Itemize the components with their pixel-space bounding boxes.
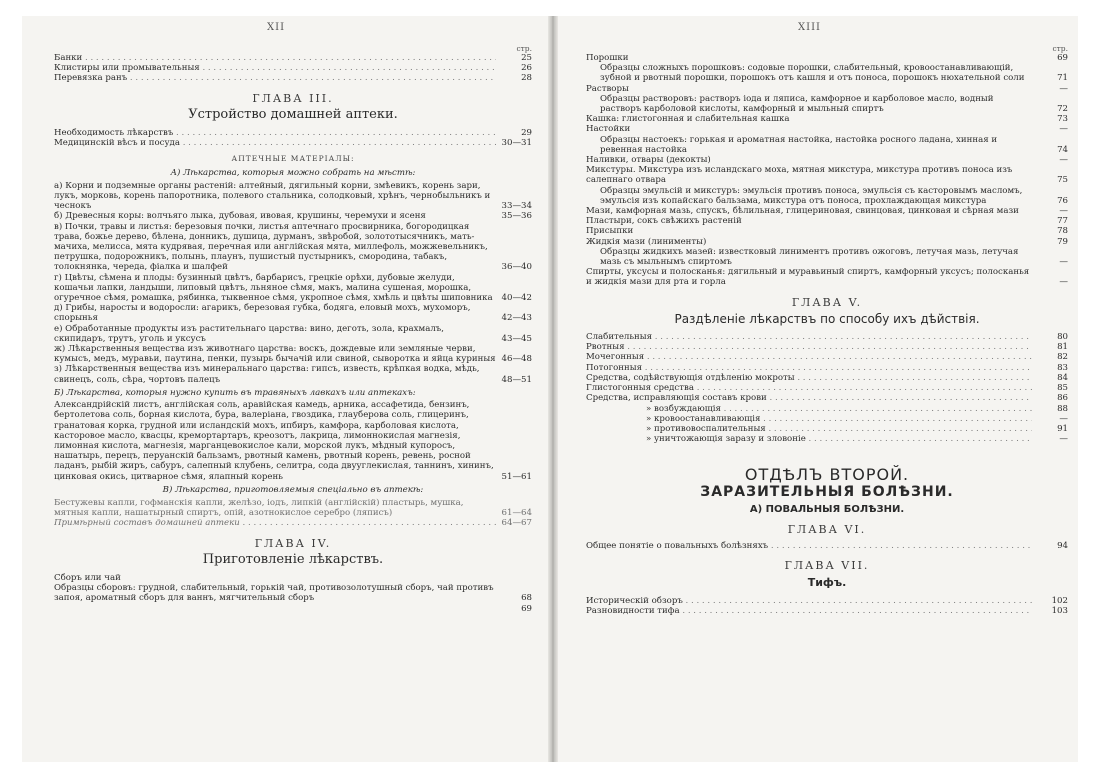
section-heading-c: В) Лѣкарства, приготовляемыя спеціально въ аптекѣ: <box>162 484 424 495</box>
toc-entry-text: » кровоостанавливающія . . . <box>646 414 1032 424</box>
toc-entry <box>54 181 532 212</box>
toc-entry-page: 88 <box>1057 403 1068 414</box>
toc-entry-page: 91 <box>1057 423 1068 434</box>
toc-entry-text: Слабительныя . . . <box>586 332 1032 342</box>
toc-entry <box>586 541 1068 551</box>
chapter-entries <box>586 332 1068 444</box>
toc-entry <box>586 434 1068 444</box>
toc-entry-text: Потогонныя . . . <box>586 363 1032 373</box>
toc-entry <box>54 344 532 364</box>
chapter-heading: ГЛАВА VII. <box>784 559 870 573</box>
toc-entry-text: Необходимость лѣкарствъ . . . <box>54 128 496 138</box>
toc-entry-text: » противовоспалительныя . . . <box>646 424 1032 434</box>
toc-entry-page: 74 <box>1057 144 1068 155</box>
toc-entry-page: 36—40 <box>501 262 532 273</box>
section-heading-b: Б) Лѣкарства, которыя нужно купить въ травяныхъ лавкахъ или аптекахъ: <box>54 387 416 398</box>
toc-entry <box>586 363 1068 373</box>
toc-entry-page: 82 <box>1057 352 1068 363</box>
toc-entry-text: Историческій обзоръ . . . <box>586 596 1032 606</box>
toc-entry-text: ж) Лѣкарственныя вещества изъ животнаго царства: воскъ, дождевые или земляные черви, кумысъ, медъ, муравьи, паутина, пенки, пузырь бычачій или свиной, сыворотка и яйца куриныя <box>54 344 496 365</box>
right-page <box>558 16 1078 762</box>
chapter-heading: ГЛАВА VI. <box>787 522 867 536</box>
toc-entry-text: Образцы сборовъ: грудной, слабительный, горькій чай, противозолотушный сборъ, чай противъ запоя, ароматный сборъ для ваннъ, мягчительный сборъ <box>54 583 494 604</box>
toc-entry-text: Глистогонныя средства . . . <box>586 383 1032 393</box>
chapter-heading: ГЛАВА III. <box>252 91 334 105</box>
toc-entry-page: 76 <box>1057 195 1068 206</box>
toc-entry-text: Разновидности тифа . . . <box>586 606 1032 616</box>
part-title: ОТДѢЛЪ ВТОРОЙ. <box>744 465 910 485</box>
toc-entry-text: г) Цвѣты, сѣмена и плоды: бузинный цвѣтъ, барбарисъ, грецкіе орѣхи, дубовые желуди, кошачьи лапки, ландыши, липовый цвѣтъ, льняное сѣмя, макъ, малина сушеная, морошка, огуречное сѣмя, ромашка, рябинка, тыквенное сѣмя, укропное сѣмя, хмѣль и цвѣты шиповника <box>54 272 493 304</box>
toc-entry-page: 26 <box>521 63 532 74</box>
toc-entry-text: Образцы растворовъ: растворъ іода и ляписа, камфорное и карболовое масло, водный растворъ карболовой кислоты, камфорный и мыльный спиртъ <box>600 93 994 115</box>
toc-entry-page: 103 <box>1051 605 1068 616</box>
toc-entry-page: 48—51 <box>501 374 532 385</box>
toc-entry-page: — <box>1059 277 1068 288</box>
toc-entry <box>54 211 532 221</box>
toc-entry-page: — <box>1059 206 1068 217</box>
toc-entry-text: » возбуждающія . . . <box>646 404 1032 414</box>
toc-entry-page: 43—45 <box>501 333 532 344</box>
toc-entry <box>586 206 1068 216</box>
toc-entry-page: 102 <box>1051 595 1068 606</box>
materials-item-c: Бестужевы капли, гофманскія капли, желѣзо, іодъ, липкій (англійскій) пластырь, мушка, мятныя капли, нашатырный спиртъ, опій, азотнокислое серебро (ляписъ) 61—64 <box>54 497 532 519</box>
right-page-number: XIII <box>798 22 821 33</box>
toc-entry-page: 78 <box>1057 226 1068 237</box>
toc-entry-page: 30—31 <box>501 138 532 149</box>
toc-entry <box>586 63 1068 83</box>
page-column-label: стр. <box>516 44 532 53</box>
toc-entry <box>586 155 1068 165</box>
chapter-title: Устройство домашней аптеки. <box>188 106 398 122</box>
toc-entry-page: 75 <box>1057 175 1068 186</box>
left-page-content <box>54 44 532 614</box>
toc-entry <box>54 222 532 273</box>
sample-kit-entry: Примѣрный составъ домашней аптеки . . . 64—67 <box>54 518 532 528</box>
chapter-heading: ГЛАВА V. <box>791 295 863 309</box>
toc-entry-text: а) Корни и подземные органы растеній: алтейный, дягильный корни, змѣевикъ, корень зари, лукъ, морковь, корень папоротника, полевого стальника, солодковый, хрѣнъ, чернобыльникъ и чеснокъ <box>54 180 491 212</box>
toc-entry-text: Банки . . . <box>54 53 496 63</box>
toc-entry-page: — <box>1059 434 1068 445</box>
toc-entry-page: — <box>1059 155 1068 166</box>
chapter-entries <box>586 596 1068 616</box>
toc-entry <box>586 84 1068 94</box>
toc-entry <box>586 226 1068 236</box>
chapter-entries <box>586 53 1068 288</box>
toc-entry-page: 86 <box>1057 393 1068 404</box>
toc-entry-text: Жидкія мази (линименты) <box>586 236 707 247</box>
chapter-entries <box>586 541 1068 551</box>
right-page-content <box>586 44 1068 616</box>
toc-entry <box>586 216 1068 226</box>
toc-entry <box>586 393 1068 403</box>
toc-entry <box>586 404 1068 414</box>
toc-entry-page: 77 <box>1057 216 1068 227</box>
toc-entry-text: Средства, содѣйствующія отдѣленію мокроты . . . <box>586 373 1032 383</box>
toc-entry-page: 35—36 <box>501 211 532 222</box>
toc-entry-text: Микстуры. Микстура изъ исландскаго моха, мятная микстура, микстура противъ поноса изъ салепнаго отвара <box>586 165 1013 186</box>
toc-entry-page: 33—34 <box>501 201 532 212</box>
materials-list-a <box>54 181 532 385</box>
toc-entry-page: 25 <box>521 53 532 63</box>
toc-entry-page: 69 <box>1057 53 1068 63</box>
toc-entry <box>54 138 532 148</box>
toc-entry-text: Образцы эмульсій и микстуръ: эмульсія противъ поноса, эмульсія съ касторовымъ масломъ, эмульсія изъ копайскаго бальзама, микстура отъ поноса, прохлаждающая микстура <box>600 185 1023 206</box>
toc-entry <box>586 267 1068 287</box>
toc-entry-text: б) Древесныя коры: волчьяго лыка, дубовая, ивовая, крушины, черемухи и ясеня <box>54 211 426 222</box>
toc-entry-text: Мази, камфорная мазь, спускъ, бѣлильная, глицериновая, свинцовая, цинковая и сѣрная мази <box>586 206 1019 217</box>
toc-entry-text: Общее понятіе о повальныхъ болѣзняхъ . . . <box>586 541 1032 551</box>
toc-entry-text: е) Обработанные продукты изъ растительнаго царства: вино, деготь, зола, крахмалъ, скипидаръ, трутъ, уголь и уксусъ <box>54 323 444 344</box>
toc-entry-page: 29 <box>521 128 532 139</box>
top-entries <box>54 53 532 84</box>
toc-entry-page: 28 <box>521 73 532 84</box>
toc-entry-text: Пластыри, сокъ свѣжихъ растеній <box>586 216 742 227</box>
toc-entry <box>586 606 1068 616</box>
toc-entry-text: Присыпки <box>586 226 634 237</box>
toc-entry-page: 69 <box>521 603 532 614</box>
section-heading-a: А) Лѣкарства, которыя можно собрать на мѣстѣ: <box>170 167 416 178</box>
toc-entry <box>54 273 532 304</box>
toc-entry-text: Порошки <box>586 53 629 63</box>
chapter-title: Раздѣленіе лѣкарствъ по способу ихъ дѣйствія. <box>674 311 980 326</box>
toc-entry-text: д) Грибы, наросты и водоросли: агарикъ, березовая губка, бодяга, еловый мохъ, мухоморъ, спорынья <box>54 303 471 324</box>
chapter-title: Тифъ. <box>807 575 847 589</box>
left-page <box>22 16 548 762</box>
toc-entry-page: 81 <box>1057 342 1068 353</box>
materials-item-b: Александрійскій листъ, англійская соль, аравійская камедь, арника, ассафетида, бензинъ, бертолетова соль, борная кислота, бура, валеріана, гвоздика, глауберова соль, глицеринъ, гранатовая корка, грудной или исландскій мохъ, ипбиръ, камфора, карболовая кислота, касторовое масло, квасцы, кремортартаръ, креозотъ, лакрица, лимоннокислая магнезія, лимонная кислота, магнезія, марганцевокислое кали, морской лукъ, мѣдный купоросъ, нашатырь, перецъ, перуанскій бальзамъ, рвотный камень, рвотный корень, ревень, росной ладанъ, рыбій жиръ, сабуръ, салепный клубень, селитра, сода двууглекислая, таннинъ, хининъ, цинковая окись, цитварное сѣмя, ялапный корень 51—61 <box>54 400 532 482</box>
toc-entry <box>54 364 532 384</box>
toc-entry-text: Средства, исправляющія составъ крови . . . <box>586 393 1032 403</box>
toc-entry-page: 79 <box>1057 236 1068 247</box>
book-gutter <box>548 16 558 762</box>
toc-entry <box>586 186 1068 206</box>
book-spread <box>22 16 1078 762</box>
toc-entry-page: — <box>1059 83 1068 94</box>
toc-entry-text: Рвотныя . . . <box>586 342 1032 352</box>
toc-entry-page: 42—43 <box>501 313 532 324</box>
toc-entry <box>586 124 1068 134</box>
part-section: А) ПОВАЛЬНЫЯ БОЛѢЗНИ. <box>749 503 905 515</box>
toc-entry-text: Наливки, отвары (декокты) <box>586 155 711 166</box>
toc-entry-page: — <box>1059 124 1068 135</box>
toc-entry <box>586 165 1068 185</box>
toc-entry <box>54 53 532 63</box>
toc-entry-page: 68 <box>521 593 532 604</box>
toc-entry <box>586 114 1068 124</box>
toc-entry-text: Клистиры или промывательныя . . . <box>54 63 496 73</box>
toc-entry-page: 84 <box>1057 372 1068 383</box>
toc-entry <box>586 424 1068 434</box>
chapter-entries <box>54 573 532 614</box>
toc-entry <box>586 247 1068 267</box>
toc-entry-page: 72 <box>1057 104 1068 115</box>
toc-entry-page: 83 <box>1057 362 1068 373</box>
toc-entry <box>54 73 532 83</box>
toc-entry <box>586 596 1068 606</box>
toc-entry <box>586 94 1068 114</box>
toc-entry-text: Мочегонныя . . . <box>586 352 1032 362</box>
toc-entry-text: Перевязка ранъ . . . <box>54 73 496 83</box>
toc-entry-page: 73 <box>1057 114 1068 125</box>
toc-entry-page: 71 <box>1057 73 1068 84</box>
toc-entry <box>54 128 532 138</box>
toc-entry-page: 40—42 <box>501 293 532 304</box>
chapter-entries <box>54 128 532 148</box>
toc-entry <box>54 583 532 603</box>
toc-entry <box>54 573 532 583</box>
toc-entry-text: в) Почки, травы и листья: березовыя почки, листья аптечнаго просвирника, богородицкая трава, божье дерево, бѣлена, донникъ, душица, дурманъ, звѣробой, золототысячникъ, мать-мачиха, мелисса, мята кудрявая, перечная или англійская мята, миллефоль, можжевельникъ, петрушка, подорожникъ, полынь, плаунъ, пушистый пустырникъ, смородина, табакъ, толокнянка, череда, фіалка и шалфей <box>54 221 488 273</box>
materials-heading: АПТЕЧНЫЕ МАТЕРІАЛЫ: <box>231 154 355 164</box>
toc-entry <box>586 352 1068 362</box>
toc-entry-page: — <box>1059 257 1068 268</box>
toc-entry-text: Медицинскій вѣсъ и посуда . . . <box>54 138 496 148</box>
toc-entry <box>586 383 1068 393</box>
toc-entry-text: Образцы жидкихъ мазей: известковый линиментъ противъ ожоговъ, летучая мазь, летучая мазь съ мыльнымъ спиртомъ <box>600 246 1019 268</box>
toc-entry <box>54 604 532 614</box>
toc-entry <box>586 373 1068 383</box>
toc-entry-text: Образцы сложныхъ порошковъ: содовые порошки, слабительный, кровоостанавливающій, зубной и рвотный порошки, порошокъ отъ кашля и отъ поноса, порошокъ нюхательной соли <box>600 63 1025 84</box>
toc-entry-text: Кашка: глистогонная и слабительная кашка <box>586 114 790 125</box>
toc-entry-text: Сборъ или чай <box>54 572 121 583</box>
toc-entry <box>54 324 532 344</box>
toc-entry <box>586 414 1068 424</box>
part-subtitle: ЗАРАЗИТЕЛЬНЫЯ БОЛѢЗНИ. <box>700 483 954 500</box>
chapter-heading: ГЛАВА IV. <box>254 536 332 550</box>
toc-entry <box>586 332 1068 342</box>
chapter-title: Приготовленіе лѣкарствъ. <box>202 551 384 567</box>
toc-entry <box>586 135 1068 155</box>
toc-entry-text: Образцы настоекъ: горькая и ароматная настойка, настойка росного ладана, хинная и ревенная настойка <box>600 134 998 155</box>
toc-entry-text: Растворы <box>586 83 629 94</box>
toc-entry-page: 85 <box>1057 383 1068 394</box>
toc-entry <box>54 303 532 323</box>
page-column-label: стр. <box>1052 44 1068 53</box>
toc-entry <box>586 342 1068 352</box>
toc-entry-text: » уничтожающія заразу и зловоніе . . . <box>646 434 1032 444</box>
toc-entry <box>586 237 1068 247</box>
toc-entry-text: Спирты, уксусы и полосканья: дягильный и муравьиный спиртъ, камфорный уксусъ; полосканья и жидкія мази для рта и горла <box>586 267 1030 288</box>
toc-entry-text: з) Лѣкарственныя вещества изъ минеральнаго царства: гипсъ, известь, крѣпкая водка, мѣдь, свинецъ, соль, сѣра, чортовъ палецъ <box>54 364 480 385</box>
toc-entry-text: Настойки <box>586 124 631 135</box>
left-page-number: XII <box>267 22 286 33</box>
toc-entry-page: 80 <box>1057 332 1068 343</box>
toc-entry-page: 94 <box>1057 541 1068 552</box>
toc-entry <box>54 63 532 73</box>
toc-entry <box>586 53 1068 63</box>
toc-entry-page: 46—48 <box>501 354 532 365</box>
toc-entry-page: — <box>1059 413 1068 424</box>
